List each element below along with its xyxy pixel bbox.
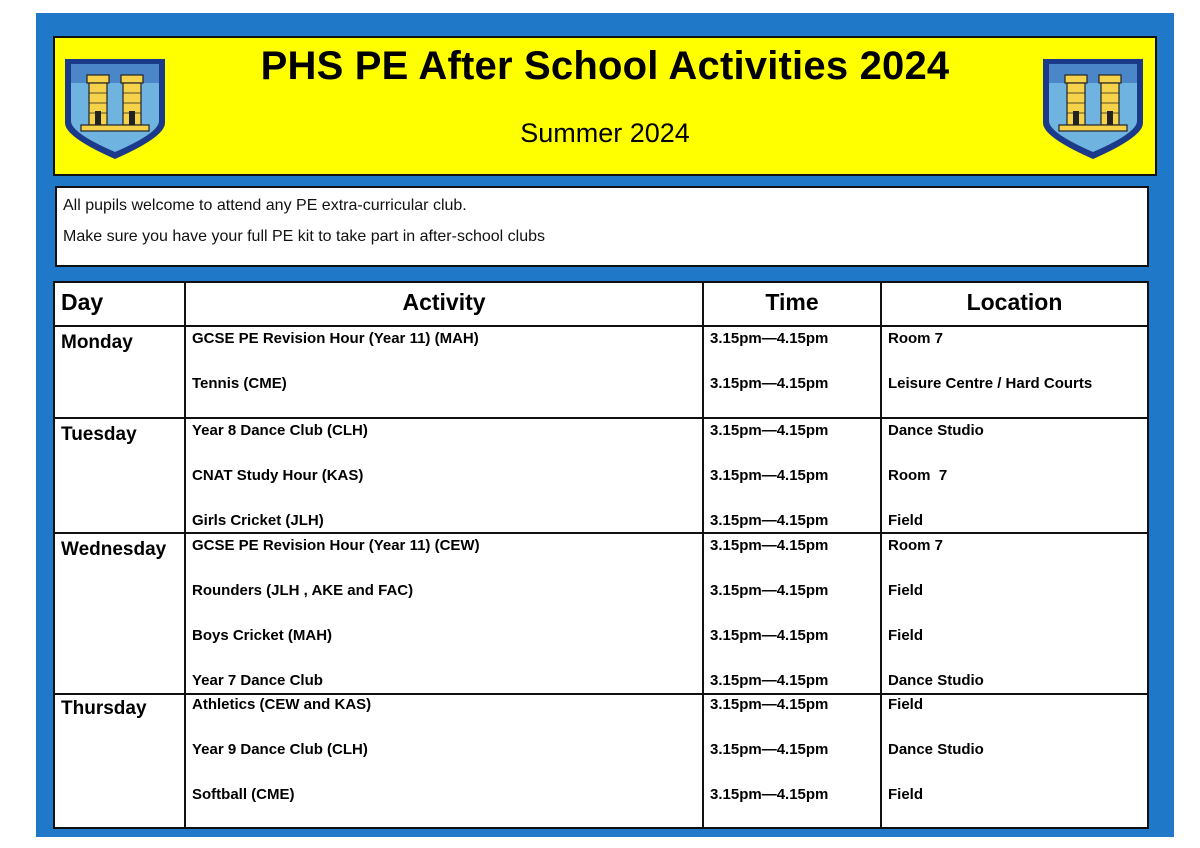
location-cell: Room 7: [888, 537, 944, 554]
day-thursday: Thursday: [61, 698, 147, 719]
time-cell: 3.15pm—4.15pm: [710, 696, 829, 713]
location-cell: Field: [888, 786, 924, 803]
location-cell: Field: [888, 512, 924, 529]
day-wednesday: Wednesday: [61, 539, 167, 560]
time-cell: 3.15pm—4.15pm: [710, 537, 829, 554]
time-cell: 3.15pm—4.15pm: [710, 786, 829, 803]
location-cell: Dance Studio: [888, 422, 984, 439]
location-cell: Field: [888, 582, 924, 599]
activity-cell: Year 8 Dance Club (CLH): [192, 422, 368, 439]
time-cell: 3.15pm—4.15pm: [710, 582, 829, 599]
title-banner: [53, 36, 1157, 176]
schedule-table: [53, 281, 1149, 829]
notice-line: Make sure you have your full PE kit to take part in after-school clubs: [63, 228, 546, 245]
location-cell: Field: [888, 696, 924, 713]
time-cell: 3.15pm—4.15pm: [710, 467, 829, 484]
header-activity: Activity: [402, 289, 486, 315]
location-cell: Field: [888, 627, 924, 644]
header-day: Day: [61, 289, 104, 315]
notice-box: [55, 186, 1149, 267]
time-cell: 3.15pm—4.15pm: [710, 741, 829, 758]
row-divider: [55, 693, 1147, 695]
page-subtitle: Summer 2024: [520, 118, 690, 148]
notice-line: All pupils welcome to attend any PE extra-curricular club.: [63, 197, 467, 214]
location-cell: Leisure Centre / Hard Courts: [888, 375, 1093, 392]
activity-cell: Boys Cricket (MAH): [192, 627, 333, 644]
activity-cell: Rounders (JLH , AKE and FAC): [192, 582, 414, 599]
activity-cell: GCSE PE Revision Hour (Year 11) (MAH): [192, 330, 479, 347]
activity-cell: Tennis (CME): [192, 375, 287, 392]
activity-cell: Athletics (CEW and KAS): [192, 696, 372, 713]
location-cell: Dance Studio: [888, 741, 984, 758]
time-cell: 3.15pm—4.15pm: [710, 330, 829, 347]
row-divider: [55, 417, 1147, 419]
header-time: Time: [765, 289, 819, 315]
day-tuesday: Tuesday: [61, 424, 137, 445]
activity-cell: Girls Cricket (JLH): [192, 512, 324, 529]
time-cell: 3.15pm—4.15pm: [710, 512, 829, 529]
activity-cell: CNAT Study Hour (KAS): [192, 467, 364, 484]
header-location: Location: [966, 289, 1063, 315]
day-monday: Monday: [61, 332, 133, 353]
activity-cell: Softball (CME): [192, 786, 295, 803]
activity-cell: Year 9 Dance Club (CLH): [192, 741, 368, 758]
location-cell: Room 7: [888, 467, 948, 484]
location-cell: Room 7: [888, 330, 944, 347]
row-divider: [55, 532, 1147, 534]
activity-cell: Year 7 Dance Club: [192, 672, 323, 689]
school-crest-icon: [1039, 53, 1147, 163]
column-divider: [184, 283, 186, 827]
page-title: PHS PE After School Activities 2024: [260, 44, 950, 88]
time-cell: 3.15pm—4.15pm: [710, 375, 829, 392]
row-divider: [55, 325, 1147, 327]
location-cell: Dance Studio: [888, 672, 984, 689]
activity-cell: GCSE PE Revision Hour (Year 11) (CEW): [192, 537, 480, 554]
time-cell: 3.15pm—4.15pm: [710, 627, 829, 644]
column-divider: [702, 283, 704, 827]
time-cell: 3.15pm—4.15pm: [710, 672, 829, 689]
time-cell: 3.15pm—4.15pm: [710, 422, 829, 439]
column-divider: [880, 283, 882, 827]
